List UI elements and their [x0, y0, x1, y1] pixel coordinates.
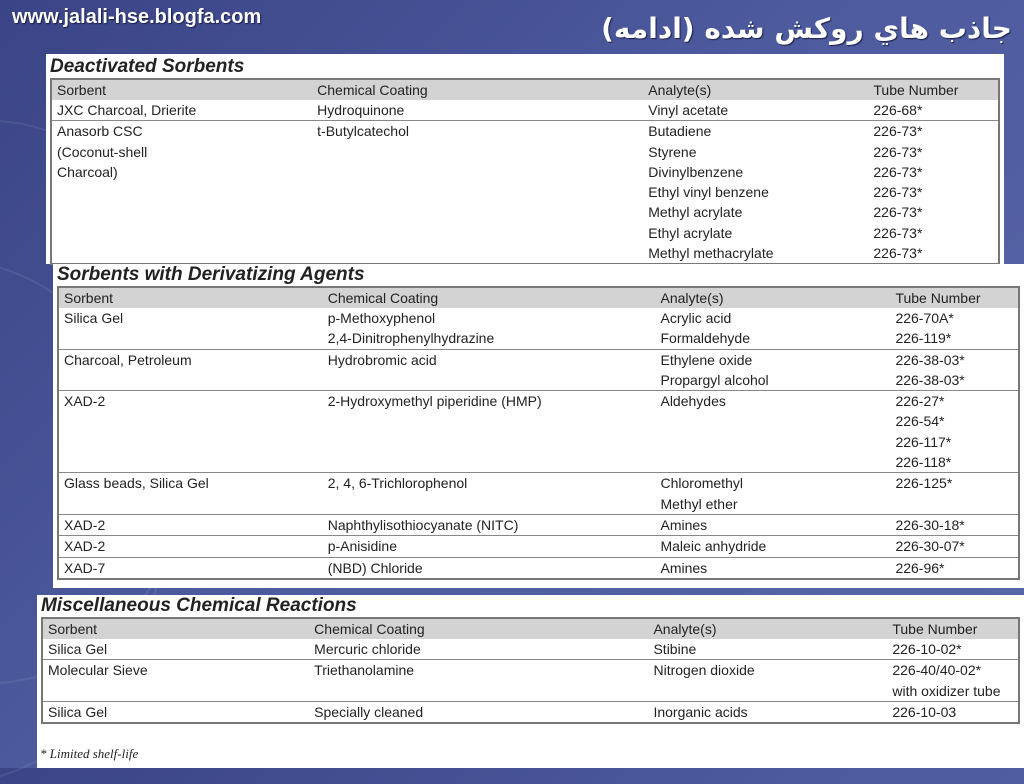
- cell-sorbent: Charcoal, Petroleum: [59, 349, 323, 370]
- cell-sorbent: Glass beads, Silica Gel: [59, 473, 323, 494]
- column-header-chemical-coating: Chemical Coating: [312, 80, 643, 100]
- table-row: [43, 681, 1018, 702]
- cell-analyte: Acrylic acid: [660, 310, 732, 326]
- cell-tube-number: 226-38-03*: [895, 371, 965, 388]
- cell-chemical-coating: 2-Hydroxymethyl piperidine (HMP): [323, 391, 656, 412]
- cell-sorbent: Anasorb CSC: [52, 121, 312, 142]
- column-header-sorbent: Sorbent: [59, 288, 323, 308]
- cell-analyte: [655, 452, 890, 473]
- table-row: [59, 391, 1018, 412]
- table-row: [52, 100, 998, 121]
- cell-chemical-coating: [323, 411, 656, 431]
- cell-sorbent: XAD-2: [59, 514, 323, 535]
- cell-sorbent: (Coconut-shell: [57, 143, 148, 160]
- cell-chemical-coating: Naphthylisothiocyanate (NITC): [323, 514, 656, 535]
- table-row: [59, 411, 1018, 431]
- table-row: [43, 701, 1018, 722]
- cell-tube-number: [890, 494, 1018, 515]
- cell-tube-number: 226-68*: [873, 102, 923, 118]
- section-title: Sorbents with Derivatizing Agents: [57, 264, 365, 285]
- table-row: [59, 536, 1018, 557]
- column-header-analyte: Analyte(s): [643, 80, 868, 100]
- cell-tube-number: 226-118*: [895, 454, 952, 471]
- cell-sorbent: Charcoal): [57, 163, 118, 180]
- table-row: [59, 473, 1018, 494]
- cell-sorbent: [43, 681, 309, 702]
- column-header-sorbent: Sorbent: [43, 619, 309, 639]
- data-table: [57, 286, 1020, 580]
- table-row: [52, 223, 998, 243]
- cell-tube-number: 226-38-03*: [890, 349, 1018, 370]
- cell-analyte: Ethyl acrylate: [648, 224, 733, 241]
- column-header-tube-number: Tube Number: [868, 80, 998, 100]
- cell-sorbent: [59, 328, 323, 349]
- cell-analyte: [655, 432, 890, 452]
- section-title: Miscellaneous Chemical Reactions: [41, 595, 357, 616]
- table-header-row: [43, 619, 1018, 639]
- cell-tube-number: 226-10-03: [887, 701, 1018, 722]
- cell-analyte: Methyl methacrylate: [648, 245, 774, 262]
- cell-tube-number: 226-27*: [890, 391, 1018, 412]
- slide-title: جاذب هاي روكش شده (ادامه): [601, 12, 1012, 45]
- column-header-tube-number: Tube Number: [887, 619, 1018, 639]
- section-title: Deactivated Sorbents: [50, 56, 245, 77]
- table-row: [52, 202, 998, 222]
- section-deactivated-sorbents: [46, 54, 1004, 264]
- cell-analyte: Formaldehyde: [660, 330, 750, 347]
- table-row: [59, 370, 1018, 391]
- cell-tube-number: 226-54*: [895, 413, 945, 430]
- cell-tube-number: 226-73*: [873, 143, 923, 160]
- column-header-tube-number: Tube Number: [890, 288, 1018, 308]
- cell-tube-number: 226-73*: [873, 204, 923, 221]
- cell-chemical-coating: Mercuric chloride: [314, 641, 421, 657]
- cell-sorbent: [59, 411, 323, 431]
- section-derivatizing-agents: [53, 264, 1024, 588]
- table-derivatizing: [59, 288, 1018, 578]
- data-table: [41, 617, 1020, 724]
- cell-sorbent: [52, 202, 312, 222]
- blog-url[interactable]: www.jalali-hse.blogfa.com: [12, 6, 262, 28]
- cell-analyte: Propargyl alcohol: [660, 371, 769, 388]
- cell-analyte: Inorganic acids: [648, 701, 887, 722]
- cell-chemical-coating: [323, 452, 656, 473]
- cell-chemical-coating: [309, 681, 648, 702]
- footnote: * Limited shelf-life: [40, 746, 139, 761]
- cell-sorbent: [59, 494, 323, 515]
- cell-analyte: Vinyl acetate: [648, 102, 729, 118]
- cell-sorbent: XAD-2: [59, 536, 323, 557]
- table-row: [52, 121, 998, 142]
- cell-tube-number: 226-10-02*: [892, 641, 962, 657]
- column-header-chemical-coating: Chemical Coating: [323, 288, 656, 308]
- table-row: [52, 243, 998, 263]
- cell-chemical-coating: Triethanolamine: [309, 660, 648, 681]
- cell-analyte: Methyl acrylate: [648, 204, 743, 221]
- cell-analyte: [655, 411, 890, 431]
- cell-tube-number: 226-73*: [873, 184, 923, 201]
- cell-chemical-coating: Hydrobromic acid: [323, 349, 656, 370]
- column-header-analyte: Analyte(s): [655, 288, 890, 308]
- table-row: [52, 182, 998, 202]
- cell-chemical-coating: [323, 370, 656, 391]
- cell-chemical-coating: (NBD) Chloride: [323, 557, 656, 578]
- table-row: [59, 494, 1018, 515]
- table-header-row: [52, 80, 998, 100]
- cell-sorbent: [52, 182, 312, 202]
- cell-analyte: Butadiene: [643, 121, 868, 142]
- table-row: [52, 142, 998, 162]
- cell-chemical-coating: Specially cleaned: [309, 701, 648, 722]
- cell-analyte: Nitrogen dioxide: [648, 660, 887, 681]
- table-row: [59, 308, 1018, 328]
- cell-sorbent: Silica Gel: [43, 701, 309, 722]
- table-row: [59, 557, 1018, 578]
- table-deactivated: [52, 80, 998, 263]
- cell-analyte: Chloromethyl: [655, 473, 890, 494]
- cell-sorbent: XAD-2: [59, 391, 323, 412]
- cell-tube-number: 226-70A*: [895, 310, 954, 326]
- cell-sorbent: [59, 432, 323, 452]
- cell-chemical-coating: [312, 202, 643, 222]
- cell-tube-number: 226-30-18*: [890, 514, 1018, 535]
- table-row: [43, 639, 1018, 660]
- cell-chemical-coating: 2,4-Dinitrophenylhydrazine: [327, 330, 495, 347]
- cell-tube-number: 226-73*: [868, 121, 998, 142]
- section-misc-reactions: [37, 595, 1024, 768]
- cell-analyte: Aldehydes: [655, 391, 890, 412]
- cell-tube-number: 226-73*: [873, 224, 923, 241]
- table-row: [59, 452, 1018, 473]
- cell-sorbent: Silica Gel: [48, 641, 108, 657]
- table-row: [59, 514, 1018, 535]
- table-row: [59, 349, 1018, 370]
- cell-chemical-coating: 2, 4, 6-Trichlorophenol: [323, 473, 656, 494]
- table-row: [52, 162, 998, 182]
- cell-chemical-coating: p-Anisidine: [323, 536, 656, 557]
- cell-sorbent: [52, 243, 312, 263]
- cell-tube-number: 226-119*: [895, 330, 952, 347]
- table-row: [59, 432, 1018, 452]
- cell-tube-number: 226-30-07*: [890, 536, 1018, 557]
- cell-analyte: [648, 681, 887, 702]
- cell-analyte: Amines: [655, 557, 890, 578]
- cell-sorbent: [59, 452, 323, 473]
- cell-sorbent: Silica Gel: [64, 310, 124, 326]
- cell-tube-number: 226-117*: [895, 433, 952, 450]
- cell-chemical-coating: t-Butylcatechol: [312, 121, 643, 142]
- cell-analyte: Divinylbenzene: [648, 163, 744, 180]
- cell-sorbent: [59, 370, 323, 391]
- cell-chemical-coating: [312, 142, 643, 162]
- cell-sorbent: [52, 223, 312, 243]
- cell-tube-number: 226-40/40-02*: [887, 660, 1018, 681]
- cell-analyte: Styrene: [648, 143, 697, 160]
- table-header-row: [59, 288, 1018, 308]
- cell-sorbent: XAD-7: [59, 557, 323, 578]
- cell-chemical-coating: [312, 182, 643, 202]
- column-header-sorbent: Sorbent: [52, 80, 312, 100]
- cell-chemical-coating: Hydroquinone: [317, 102, 405, 118]
- cell-tube-number: 226-73*: [873, 245, 923, 262]
- cell-chemical-coating: [312, 162, 643, 182]
- cell-tube-number: 226-73*: [873, 163, 923, 180]
- cell-tube-number: with oxidizer tube: [892, 682, 1001, 699]
- data-table: [50, 78, 1000, 265]
- cell-analyte: Amines: [655, 514, 890, 535]
- cell-analyte: Ethyl vinyl benzene: [648, 184, 769, 201]
- column-header-analyte: Analyte(s): [648, 619, 887, 639]
- table-misc: [43, 619, 1018, 722]
- cell-analyte: Maleic anhydride: [655, 536, 890, 557]
- cell-analyte: Stibine: [653, 641, 697, 657]
- cell-sorbent: JXC Charcoal, Drierite: [57, 102, 197, 118]
- cell-sorbent: Molecular Sieve: [43, 660, 309, 681]
- cell-chemical-coating: [323, 432, 656, 452]
- cell-chemical-coating: [312, 243, 643, 263]
- table-row: [59, 328, 1018, 349]
- cell-chemical-coating: [323, 494, 656, 515]
- cell-tube-number: 226-125*: [890, 473, 1018, 494]
- column-header-chemical-coating: Chemical Coating: [309, 619, 648, 639]
- table-row: [43, 660, 1018, 681]
- cell-analyte: Methyl ether: [660, 495, 738, 512]
- cell-chemical-coating: [312, 223, 643, 243]
- cell-tube-number: 226-96*: [890, 557, 1018, 578]
- cell-chemical-coating: p-Methoxyphenol: [327, 310, 436, 326]
- cell-analyte: Ethylene oxide: [655, 349, 890, 370]
